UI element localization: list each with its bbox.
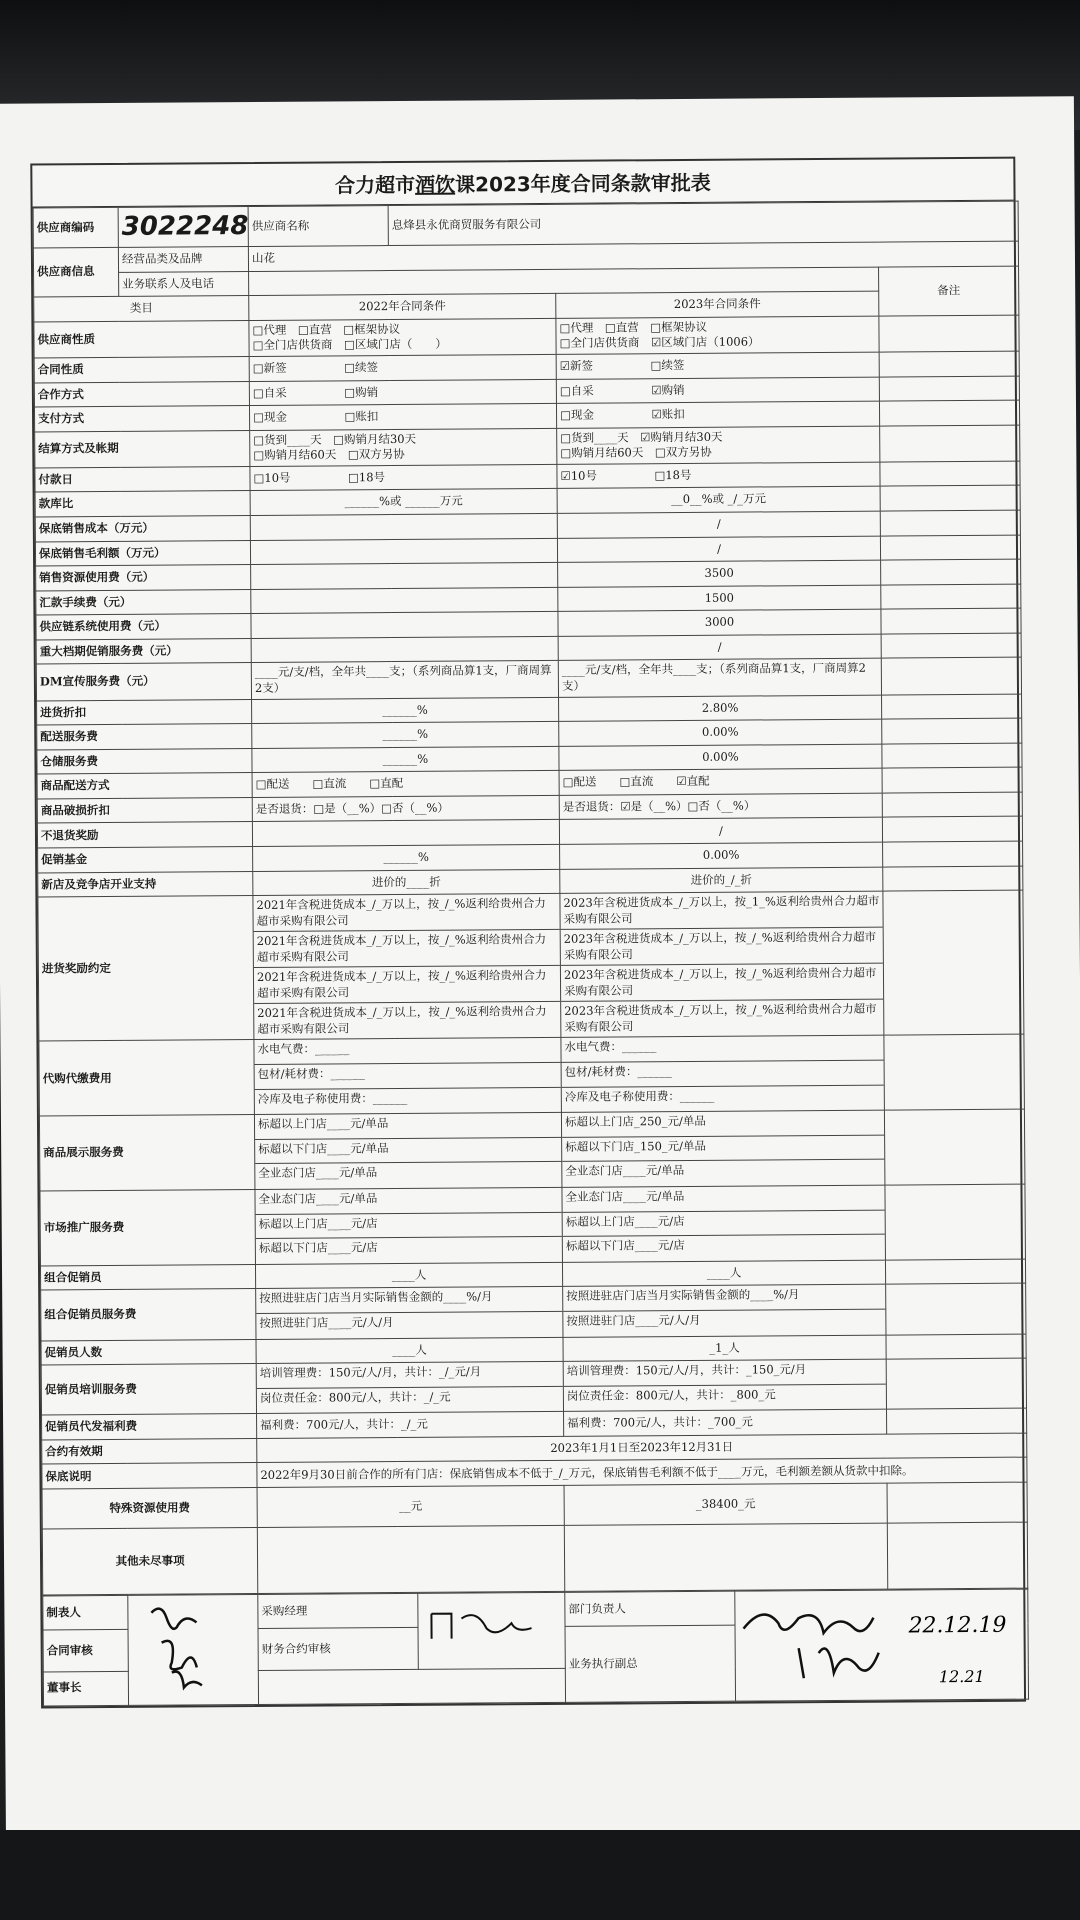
row-notes xyxy=(883,890,1024,1035)
row-category: 代购代缴费用 xyxy=(39,1040,255,1116)
value-2022-line: 标超以上门店____元/店 xyxy=(256,1212,562,1239)
value-2022-line: 水电气费：______ xyxy=(254,1038,560,1065)
supplier-code: 3022248 xyxy=(118,207,248,248)
supplier-name: 息烽县永优商贸服务有限公司 xyxy=(388,201,1018,245)
value-2022-line: 2021年含税进货成本_/_万以上，按_/_%返利给贵州合力超市采购有限公司 xyxy=(254,930,560,968)
value-2022: □代理 □直营 □框架协议 □全门店供货商 □区域门店（ ） xyxy=(249,318,556,356)
finance-label: 财务合约审核 xyxy=(258,1627,418,1670)
dept-head-label: 部门负责人 xyxy=(565,1591,735,1626)
value-2022 xyxy=(255,1187,563,1264)
review-label: 合同审核 xyxy=(43,1629,128,1671)
value-2023-line: 培训管理费：150元/人/月，共计：_150_元/月 xyxy=(564,1360,886,1387)
signature-table xyxy=(42,1589,1029,1706)
row-notes xyxy=(882,792,1022,818)
value-2022-line: 全业态门店____元/单品 xyxy=(258,1165,378,1181)
value-2022 xyxy=(251,587,558,614)
row-notes xyxy=(885,1259,1025,1285)
row-notes xyxy=(881,559,1021,585)
sign-date-2: 12.21 xyxy=(938,1666,985,1687)
row-notes xyxy=(880,425,1020,462)
row-notes xyxy=(882,718,1022,744)
value-2023 xyxy=(561,1035,885,1112)
special-label: 特殊资源使用费 xyxy=(42,1488,257,1530)
supplier-info-label: 供应商信息 xyxy=(33,248,118,298)
row-category: 结算方式及帐期 xyxy=(35,430,250,468)
contact-label: 业务联系人及电话 xyxy=(119,271,249,297)
maker-label: 制表人 xyxy=(43,1595,128,1630)
value-2022 xyxy=(254,1038,562,1115)
value-2023: _1_人 xyxy=(563,1335,886,1362)
supplier-name-label: 供应商名称 xyxy=(248,206,388,247)
value-2023 xyxy=(563,1284,886,1336)
value-2022 xyxy=(256,1287,563,1339)
value-2023 xyxy=(563,1359,886,1411)
row-notes xyxy=(885,1184,1026,1260)
value-2023: 0.00% xyxy=(560,842,883,869)
value-2023-line: 按照进驻店门店当月实际销售金额的____%/月 xyxy=(563,1285,885,1312)
value-2022-line: 冷库及电子称使用费：______ xyxy=(257,1090,408,1106)
table-row xyxy=(39,1109,1025,1191)
row-category: 款库比 xyxy=(35,491,250,517)
other-2022 xyxy=(257,1525,564,1593)
row-notes xyxy=(883,866,1023,892)
row-category: 付款日 xyxy=(35,466,250,492)
row-notes xyxy=(884,1034,1025,1110)
row-category: 促销员人数 xyxy=(41,1339,256,1365)
brand-value: 山花 xyxy=(248,241,1018,271)
value-2023-line: 标超以上门店____元/店 xyxy=(563,1210,885,1237)
row-notes xyxy=(879,315,1019,352)
value-2023: 3000 xyxy=(558,609,881,636)
notes-header: 备注 xyxy=(879,266,1019,316)
row-notes xyxy=(887,1408,1027,1434)
title-suffix: 课2023年度合同条款审批表 xyxy=(455,170,711,197)
special-notes xyxy=(887,1482,1027,1523)
value-2022: 福利费：700元/人，共计：_/_元 xyxy=(257,1412,564,1439)
row-category: 供应商性质 xyxy=(34,320,249,358)
purchase-mgr-label: 采购经理 xyxy=(258,1593,418,1628)
brand-label: 经营品类及品牌 xyxy=(118,247,248,273)
row-notes xyxy=(886,1283,1026,1334)
value-2022-line: 2021年含税进货成本_/_万以上，按_/_%返利给贵州合力超市采购有限公司 xyxy=(254,966,560,1004)
value-2022 xyxy=(250,538,557,565)
value-2023-line: 全业态门店____元/单品 xyxy=(565,1163,685,1179)
value-2022-line: 标超以下门店____元/店 xyxy=(258,1240,378,1256)
value-2022 xyxy=(250,513,557,540)
value-2022-line: 标超以上门店____元/单品 xyxy=(255,1113,561,1140)
value-2022-line: 2021年含税进货成本_/_万以上，按_/_%返利给贵州合力超市采购有限公司 xyxy=(253,894,559,932)
approval-form xyxy=(30,157,1026,1708)
row-notes xyxy=(882,767,1022,793)
value-2023-line: 水电气费：______ xyxy=(561,1036,883,1063)
value-2022-line: 2021年含税进货成本_/_万以上，按_/_%返利给贵州合力超市采购有限公司 xyxy=(257,1004,547,1036)
other-2023 xyxy=(564,1523,887,1591)
value-2023: □自采 ☑购销 xyxy=(556,377,879,404)
value-2023: 是否退货：☑是（__%）□否（__%） xyxy=(559,793,882,820)
value-2023: ☑新签 □续签 xyxy=(556,352,879,379)
row-category: 新店及竞争店开业支持 xyxy=(38,871,253,897)
value-2022-line: 包材/耗材费：______ xyxy=(255,1063,561,1090)
value-2023: 2.80% xyxy=(559,695,882,722)
value-2023: □货到____天 ☑购销月结30天 □购销月结60天 □双方另协 xyxy=(557,426,880,464)
row-category: 进货奖励约定 xyxy=(38,896,254,1042)
value-2022: ______% xyxy=(252,697,559,724)
value-2022-line: 全业态门店____元/单品 xyxy=(255,1188,561,1215)
row-category: 组合促销员服务费 xyxy=(41,1289,256,1341)
value-2022 xyxy=(253,894,561,1040)
value-2023-line: 标超以上门店_250_元/单品 xyxy=(562,1111,884,1138)
table-row xyxy=(41,1358,1026,1415)
row-category: 商品展示服务费 xyxy=(39,1115,255,1191)
value-2022 xyxy=(256,1361,563,1413)
value-2023-line: 2023年含税进货成本_/_万以上，按_1_%返利给贵州合力超市采购有限公司 xyxy=(560,892,882,930)
value-2023-line: 标超以下门店____元/店 xyxy=(565,1238,685,1253)
value-2023: 0.00% xyxy=(559,744,882,771)
row-category: 保底销售成本（万元） xyxy=(35,515,250,541)
value-2023 xyxy=(560,891,884,1037)
row-notes xyxy=(886,1358,1026,1409)
purchase-mgr-signature xyxy=(418,1592,566,1669)
exec-signature xyxy=(735,1589,1029,1701)
value-2023-line: 2023年含税进货成本_/_万以上，按_/_%返利给贵州合力超市采购有限公司 xyxy=(561,964,883,1002)
row-category: 促销基金 xyxy=(38,847,253,873)
row-category: 进货折扣 xyxy=(37,699,252,725)
row-category: 合同性质 xyxy=(34,356,249,382)
row-notes xyxy=(881,633,1021,659)
form-title xyxy=(32,159,1013,208)
value-2023-line: 2023年含税进货成本_/_万以上，按_/_%返利给贵州合力超市采购有限公司 xyxy=(561,928,883,966)
title-prefix: 合力超市 xyxy=(335,172,416,198)
sign-date-1: 22.12.19 xyxy=(908,1612,1007,1639)
row-notes xyxy=(884,1109,1025,1185)
row-category: 供应链系统使用费（元） xyxy=(36,614,251,640)
value-2022: □现金 □账扣 xyxy=(249,403,556,430)
row-notes xyxy=(882,743,1022,769)
value-2022: ____人 xyxy=(255,1262,562,1289)
value-2022: ______%或 ______万元 xyxy=(250,489,557,516)
row-category: 仓储服务费 xyxy=(37,748,252,774)
value-2022: ______% xyxy=(252,746,559,773)
form-table xyxy=(33,201,1029,1596)
y2022-header: 2022年合同条件 xyxy=(249,294,556,321)
value-2023: / xyxy=(558,634,881,661)
value-2023: □配送 □直流 ☑直配 xyxy=(559,768,882,795)
value-2022 xyxy=(252,820,559,847)
value-2022 xyxy=(251,636,558,663)
value-2023: 进价的_/_折 xyxy=(560,867,883,894)
supplier-code-label: 供应商编码 xyxy=(33,207,118,248)
value-2023-line: 全业态门店____元/单品 xyxy=(562,1186,884,1213)
row-notes xyxy=(886,1334,1026,1360)
value-2022-line: 培训管理费：150元/人/月，共计：_/_元/月 xyxy=(257,1362,563,1389)
row-category: 促销员培训服务费 xyxy=(41,1364,256,1416)
value-2023: / xyxy=(559,818,882,845)
special-2023: _38400_元 xyxy=(564,1483,887,1525)
value-2022: □10号 □18号 xyxy=(250,464,557,491)
row-notes xyxy=(882,694,1022,720)
table-row xyxy=(40,1184,1026,1266)
value-2023: 0.00% xyxy=(559,719,882,746)
other-label: 其他未尽事项 xyxy=(42,1528,257,1595)
value-2022 xyxy=(254,1113,562,1190)
value-2022: □新签 □续签 xyxy=(249,354,556,381)
value-2022: ______% xyxy=(252,721,559,748)
value-2023 xyxy=(561,1110,885,1187)
value-2023: / xyxy=(557,536,880,563)
value-2022: □货到____天 □购销月结30天 □购销月结60天 □双方另协 xyxy=(250,428,557,466)
row-notes xyxy=(879,351,1019,377)
row-notes xyxy=(880,461,1020,487)
row-category: 组合促销员 xyxy=(40,1264,255,1290)
validity-value: 2023年1月1日至2023年12月31日 xyxy=(257,1433,1027,1463)
value-2023 xyxy=(562,1185,886,1262)
category-header: 类目 xyxy=(34,296,249,322)
row-category: DM宣传服务费（元） xyxy=(36,663,251,701)
row-category: 支付方式 xyxy=(34,406,249,432)
title-dept: 酒饮 xyxy=(415,172,456,197)
value-2023-line: 冷库及电子称使用费：______ xyxy=(564,1088,715,1104)
table-row xyxy=(39,1034,1025,1116)
value-2023: 3500 xyxy=(558,560,881,587)
value-2023: ____元/支/档，全年共____支；（系列商品算1支，厂商周算2支） xyxy=(558,659,881,697)
value-2023-line: 岗位责任金：800元/人，共计：_800_元 xyxy=(566,1387,776,1403)
row-notes xyxy=(880,535,1020,561)
row-category: 配送服务费 xyxy=(37,724,252,750)
value-2022: 进价的____折 xyxy=(253,869,560,896)
value-2023-line: 标超以下门店_150_元/单品 xyxy=(562,1135,884,1162)
value-2023: ____人 xyxy=(562,1260,885,1287)
value-2022 xyxy=(251,612,558,639)
empty-sign-cell xyxy=(258,1668,565,1704)
special-2022: __元 xyxy=(257,1485,564,1527)
table-row xyxy=(41,1283,1026,1340)
value-2022-line: 按照进驻店门店当月实际销售金额的____%/月 xyxy=(256,1287,562,1314)
background-bottom xyxy=(0,1830,1080,1920)
row-notes xyxy=(879,400,1019,426)
row-notes xyxy=(881,584,1021,610)
value-2023: / xyxy=(557,511,880,538)
chairman-label: 董事长 xyxy=(43,1671,128,1706)
value-2023: □现金 ☑账扣 xyxy=(556,401,879,428)
other-notes xyxy=(887,1522,1027,1589)
value-2022-line: 岗位责任金：800元/人，共计：_/_元 xyxy=(259,1389,451,1405)
value-2022: ______% xyxy=(253,844,560,871)
exec-vp-label: 业务执行副总 xyxy=(565,1625,736,1702)
row-category: 商品配送方式 xyxy=(37,773,252,799)
row-notes xyxy=(879,376,1019,402)
row-category: 市场推广服务费 xyxy=(40,1189,256,1265)
table-row xyxy=(38,890,1024,1041)
value-2023: □代理 □直营 □框架协议 □全门店供货商 ☑区域门店（1006） xyxy=(556,316,879,354)
y2023-header: 2023年合同条件 xyxy=(556,291,879,318)
value-2022: □自采 □购销 xyxy=(249,379,556,406)
value-2023: ☑10号 □18号 xyxy=(557,462,880,489)
value-2022-line: 按照进驻门店____元/人/月 xyxy=(259,1314,394,1330)
row-category: 合作方式 xyxy=(34,381,249,407)
value-2022 xyxy=(251,562,558,589)
row-notes xyxy=(880,510,1020,536)
row-category: 保底销售毛利额（万元） xyxy=(35,540,250,566)
row-notes xyxy=(880,485,1020,511)
guarantee-value: 2022年9月30日前合作的所有门店：保底销售成本不低于_/_万元，保底销售毛利额不低于____万元，毛利额差额从货款中扣除。 xyxy=(257,1458,1027,1488)
value-2022: ____人 xyxy=(256,1337,563,1364)
value-2022: □配送 □直流 □直配 xyxy=(252,771,559,798)
paper-sheet xyxy=(0,96,1080,1863)
row-category: 重大档期促销服务费（元） xyxy=(36,638,251,664)
value-2023-line: 包材/耗材费：______ xyxy=(562,1061,884,1088)
guarantee-label: 保底说明 xyxy=(42,1463,257,1489)
row-category: 销售资源使用费（元） xyxy=(36,565,251,591)
row-category: 商品破损折扣 xyxy=(37,797,252,823)
value-2023-line: 2023年含税进货成本_/_万以上，按_/_%返利给贵州合力超市采购有限公司 xyxy=(564,1001,877,1034)
row-notes xyxy=(881,658,1021,695)
value-2022: 是否退货：□是（__%）□否（__%） xyxy=(252,795,559,822)
value-2023-line: 按照进驻门店____元/人/月 xyxy=(566,1312,701,1328)
validity-label: 合约有效期 xyxy=(42,1438,257,1464)
maker-signature xyxy=(128,1595,259,1705)
value-2023: 1500 xyxy=(558,585,881,612)
value-2022: ____元/支/档，全年共____支；（系列商品算1支，厂商周算2支） xyxy=(251,661,558,699)
row-category: 不退货奖励 xyxy=(37,822,252,848)
value-2022-line: 标超以下门店____元/单品 xyxy=(255,1138,561,1165)
row-category: 促销员代发福利费 xyxy=(42,1414,257,1440)
row-notes xyxy=(883,841,1023,867)
value-2023: 福利费：700元/人，共计：_700_元 xyxy=(564,1409,887,1436)
row-notes xyxy=(882,817,1022,843)
row-category: 汇款手续费（元） xyxy=(36,589,251,615)
value-2023: __0__%或 _/_万元 xyxy=(557,486,880,513)
row-notes xyxy=(881,608,1021,634)
